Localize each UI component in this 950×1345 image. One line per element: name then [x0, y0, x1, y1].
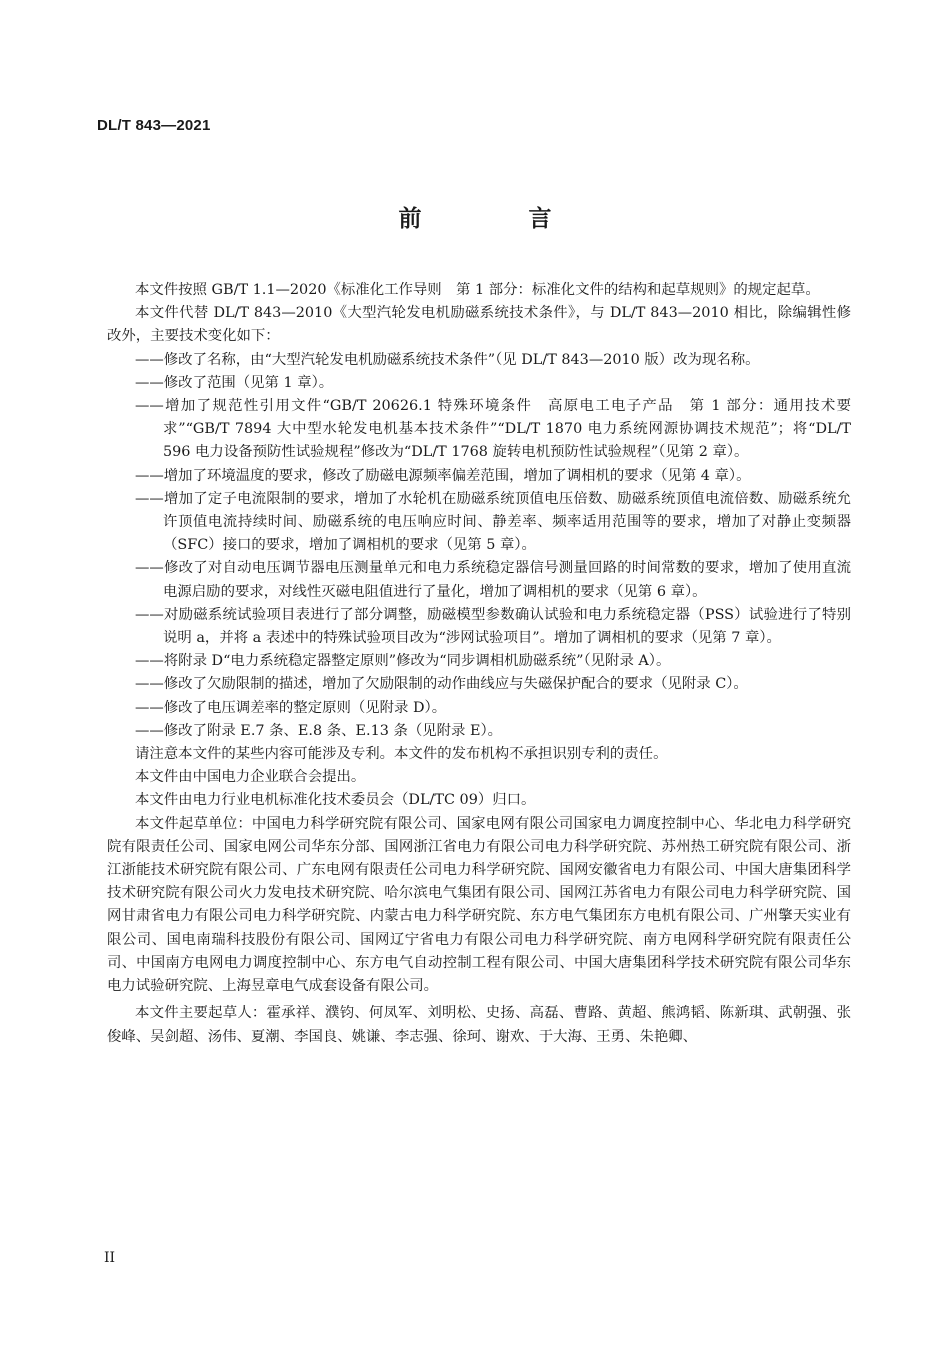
page-title: 前 言 — [398, 206, 594, 232]
change-item: ——修改了对自动电压调节器电压测量单元和电力系统稳定器信号测量回路的时间常数的要求，增加了使用直流电源启励的要求，对线性灭磁电阻值进行了量化，增加了调相机的要求（见第 6 章）。 — [135, 560, 851, 600]
change-item: ——修改了电压调差率的整定原则（见附录 D）。 — [135, 699, 447, 716]
change-item: ——修改了范围（见第 1 章）。 — [135, 374, 334, 391]
paragraph-drafters: 本文件主要起草人：霍承祥、濮钧、何凤军、刘明松、史扬、高磊、曹路、黄超、熊鸿韬、陈新琪、武朝强、张俊峰、吴剑超、汤伟、夏潮、李国良、姚谦、李志强、徐珂、谢欢、于大海、王勇、朱艳卿、 — [107, 1005, 851, 1045]
change-item: ——将附录 D“电力系统稳定器整定原则”修改为“同步调相机励磁系统”（见附录 A）。 — [135, 653, 671, 670]
change-item: ——修改了名称，由“大型汽轮发电机励磁系统技术条件”（见 DL/T 843—2010 版）改为现名称。 — [135, 351, 760, 368]
preface-body — [107, 279, 851, 1049]
change-item: ——修改了附录 E.7 条、E.8 条、E.13 条（见附录 E）。 — [135, 722, 503, 739]
change-item: ——增加了规范性引用文件“GB/T 20626.1 特殊环境条件 高原电工电子产品 第 1 部分：通用技术要求”“GB/T 7894 大中型水轮发电机基本技术条件”“DL/T 1870 电力系统网源协调技术规范”；将“DL/T 596 电力设备预防性试验规程”修改为“DL/T 1768 旋转电机预防性试验规程”（见第 2 章）。 — [135, 398, 851, 461]
change-item: ——修改了欠励限制的描述，增加了欠励限制的动作曲线应与失磁保护配合的要求（见附录 C）。 — [135, 676, 748, 693]
paragraph-replacement: 本文件代替 DL/T 843—2010《大型汽轮发电机励磁系统技术条件》，与 DL/T 843—2010 相比，除编辑性修改外，主要技术变化如下： — [107, 305, 851, 345]
paragraph-centralized-by: 本文件由电力行业电机标准化技术委员会（DL/TC 09）归口。 — [135, 792, 536, 809]
paragraph-drafting-units: 本文件起草单位：中国电力科学研究院有限公司、国家电网有限公司国家电力调度控制中心、华北电力科学研究院有限责任公司、国家电网公司华东分部、国网浙江省电力有限公司电力科学研究院、苏州热工研究院有限公司、浙江浙能技术研究院有限公司、广东电网有限责任公司电力科学研究院、国网安徽省电力有限公司、中国大唐集团科学技术研究院有限公司火力发电技术研究院、哈尔滨电气集团有限公司、国网江苏省电力有限公司电力科学研究院、国网甘肃省电力有限公司电力科学研究院、内蒙古电力科学研究院、东方电气集团东方电机有限公司、广州擎天实业有限公司、国电南瑞科技股份有限公司、国网辽宁省电力有限公司电力科学研究院、南方电网科学研究院有限责任公司、中国南方电网电力调度控制中心、东方电气自动控制工程有限公司、中国大唐集团科学技术研究院有限公司华东电力试验研究院、上海昱章电气成套设备有限公司。 — [107, 815, 851, 995]
change-item: ——增加了环境温度的要求，修改了励磁电源频率偏差范围，增加了调相机的要求（见第 4 章）。 — [135, 467, 751, 484]
change-item: ——增加了定子电流限制的要求，增加了水轮机在励磁系统顶值电压倍数、励磁系统顶值电流倍数、励磁系统允许顶值电流持续时间、励磁系统的电压响应时间、静差率、频率适用范围等的要求，增加了对静止变频器（SFC）接口的要求，增加了调相机的要求（见第 5 章）。 — [135, 490, 851, 554]
paragraph-drafting-rules: 本文件按照 GB/T 1.1—2020《标准化工作导则 第 1 部分：标准化文件的结构和起草规则》的规定起草。 — [135, 282, 820, 298]
change-item: ——对励磁系统试验项目表进行了部分调整，励磁模型参数确认试验和电力系统稳定器（PSS）试验进行了特别说明 a，并将 a 表述中的特殊试验项目改为“涉网试验项目”。增加了调相机的要求（见第 7 章）。 — [135, 606, 851, 647]
paragraph-proposer: 本文件由中国电力企业联合会提出。 — [135, 769, 366, 786]
document-code: DL/T 843—2021 — [97, 117, 211, 134]
page-number: II — [104, 1250, 116, 1266]
paragraph-patent-notice: 请注意本文件的某些内容可能涉及专利。本文件的发布机构不承担识别专利的责任。 — [135, 746, 668, 763]
